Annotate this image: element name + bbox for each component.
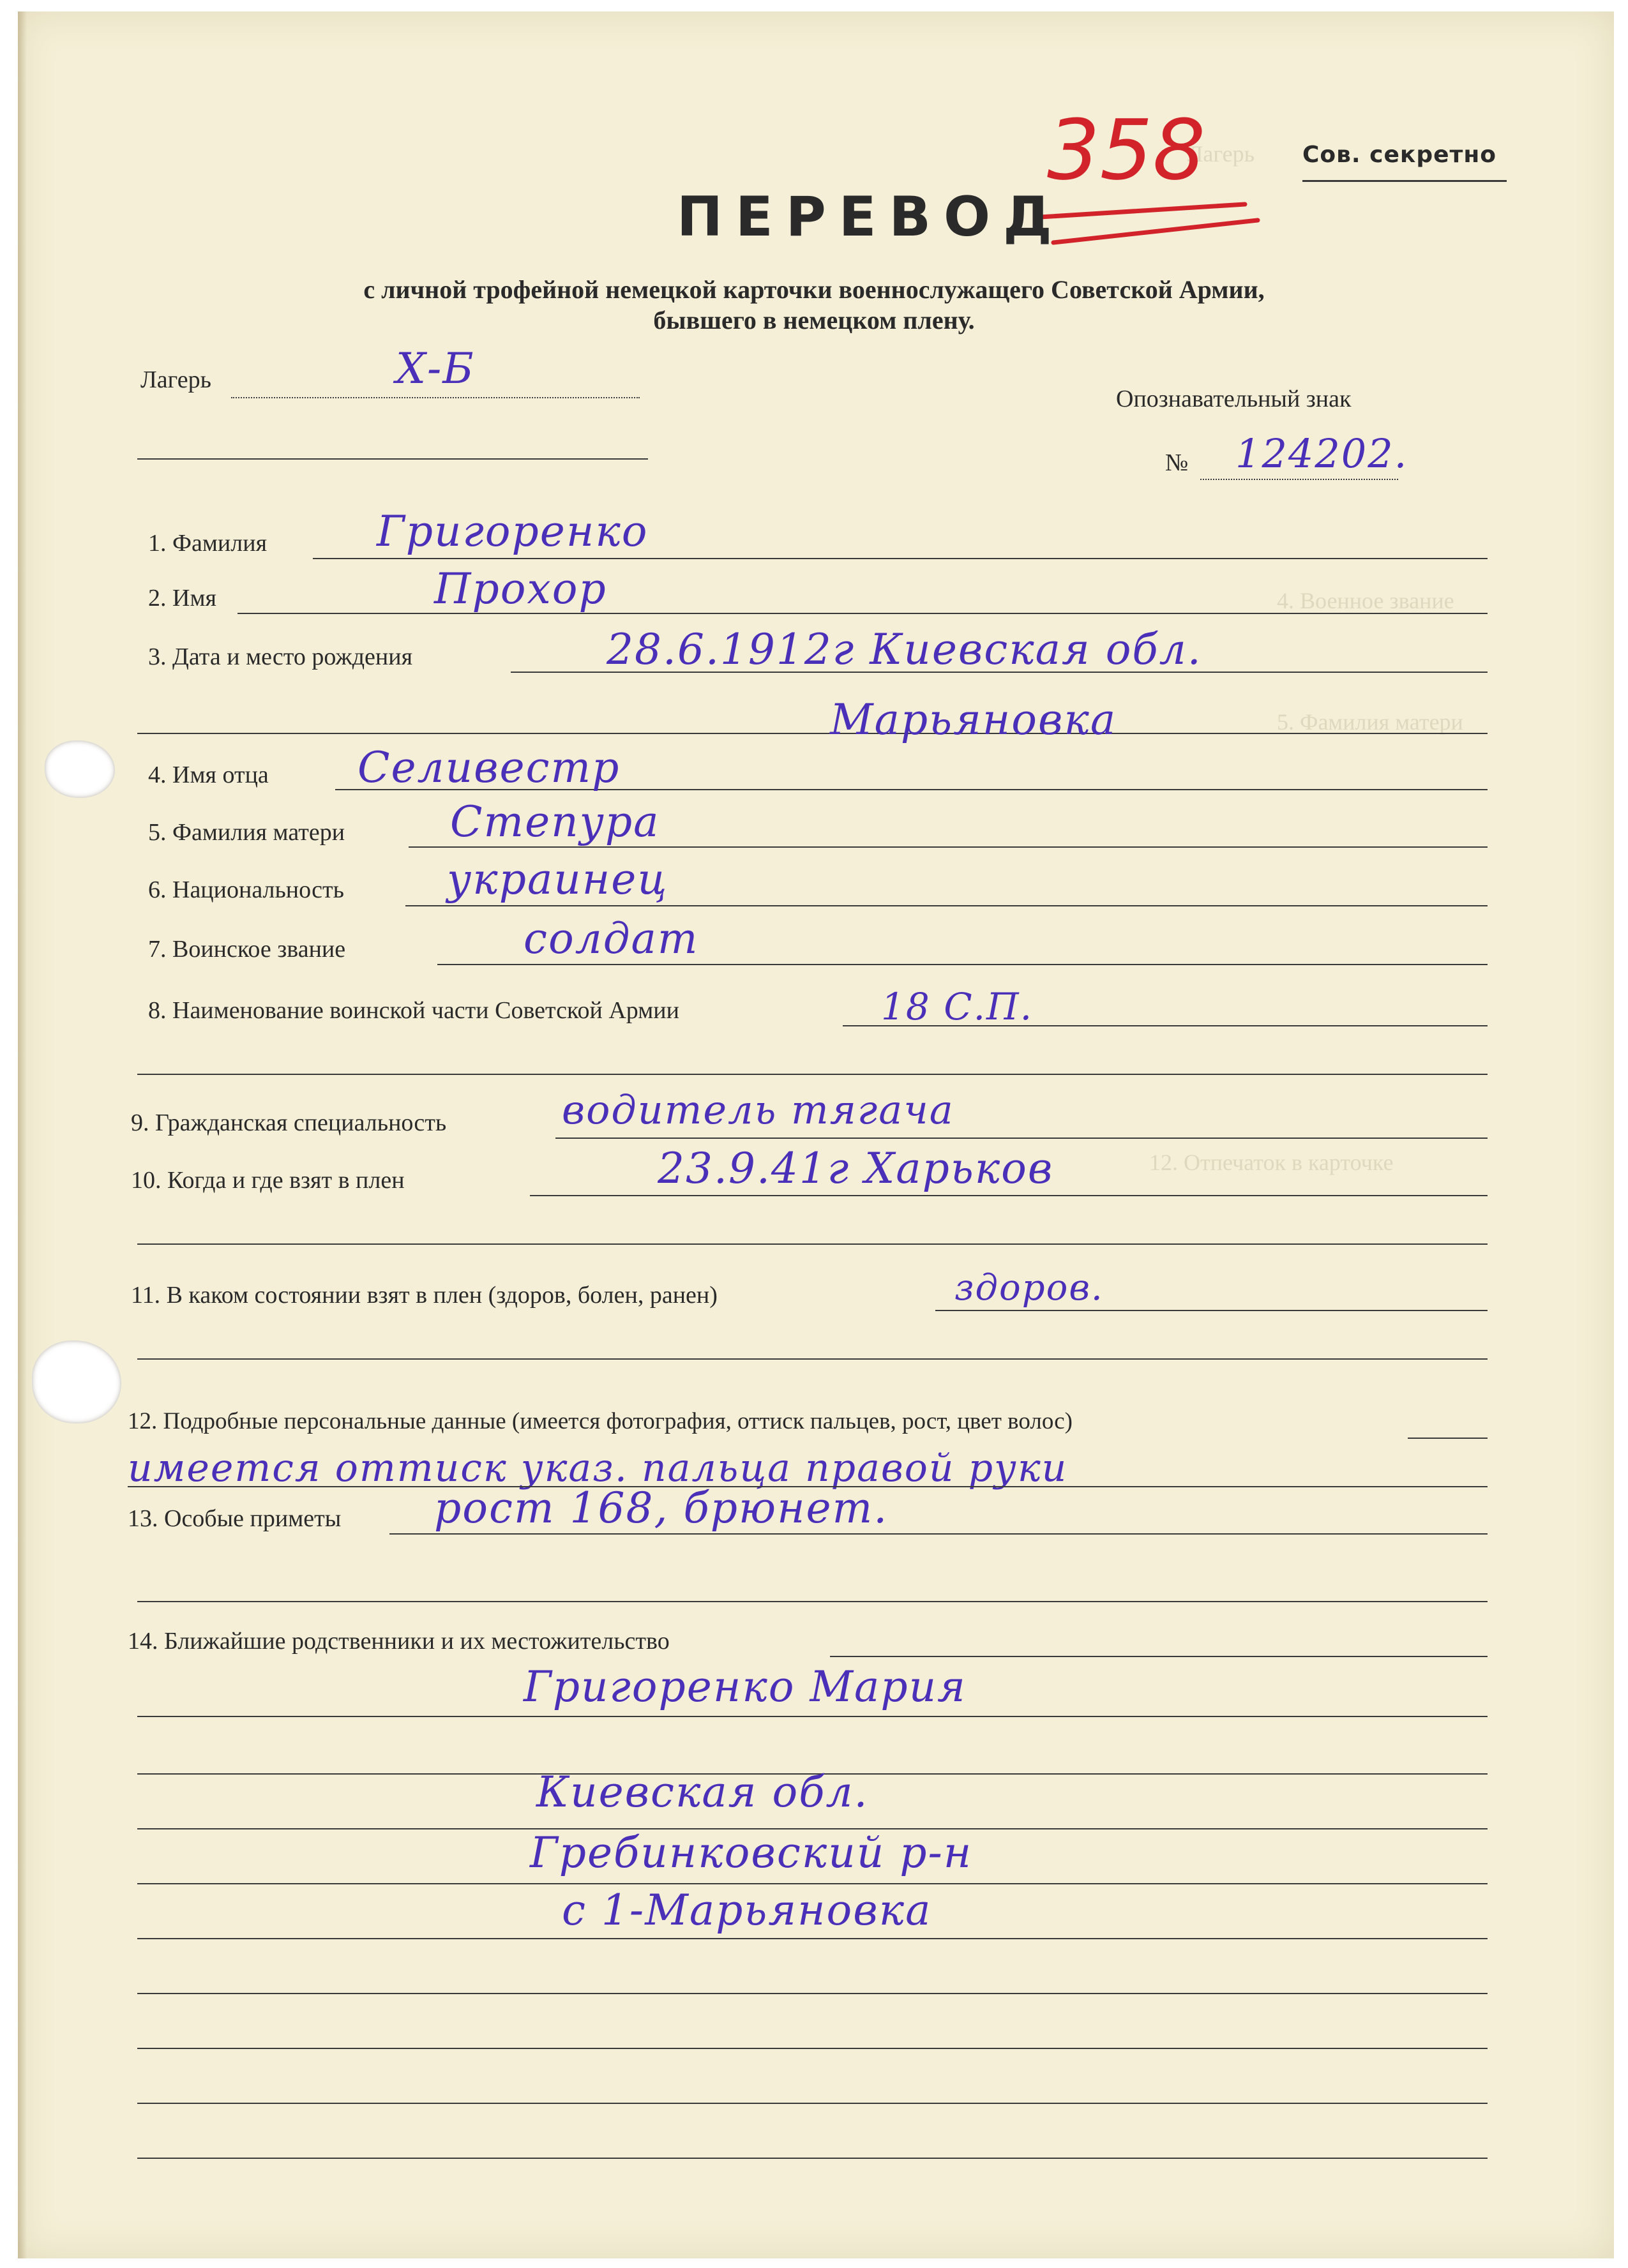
subtitle-line-2: бывшего в немецком плену. [653,306,975,334]
surname-value: Григоренко [377,507,649,556]
relatives-line-5 [137,1883,1488,1884]
mother-value: Степура [450,797,660,846]
rank-line [437,964,1488,965]
captured-value: 23.9.41г Харьков [658,1144,1054,1193]
unit-line-2 [137,1074,1488,1075]
punch-hole-bottom [32,1341,121,1423]
nationality-label: 6. Национальность [148,876,344,903]
nationality-value: украинец [447,855,668,904]
unit-label: 8. Наименование воинской части Советской Армии [148,997,679,1024]
id-tag-label: Опознавательный знак [1116,386,1352,412]
relatives-value-3: Гребинковский р-н [530,1828,973,1877]
surname-line [313,558,1488,559]
nationality-line [405,905,1488,906]
birth-label: 3. Дата и место рождения [148,643,413,670]
rank-value: солдат [524,914,699,963]
name-line [237,613,1488,614]
condition-value: здоров. [954,1267,1104,1309]
captured-line [530,1195,1488,1196]
relatives-line-9 [137,2103,1488,2104]
birth-value: 28.6.1912г Киевская обл. [607,625,1202,674]
condition-line-2 [137,1358,1488,1360]
document-subtitle [0,274,1628,336]
id-tag-value: 124202. [1235,430,1408,477]
marks-line-2 [137,1601,1488,1602]
relatives-value-2: Киевская обл. [536,1768,869,1817]
relatives-line-10 [137,2158,1488,2159]
bleed-through-text: 5. Фамилия матери [1277,709,1463,735]
marks-value: рост 168, брюнет. [434,1483,889,1533]
mother-label: 5. Фамилия матери [148,819,345,846]
relatives-line-8 [137,2048,1488,2049]
bleed-through-text: 4. Военное звание [1277,588,1454,613]
bleed-through-text: Лагерь [1187,141,1255,167]
camp-line-2 [137,458,648,460]
paper-edge-shadow [18,11,27,2258]
relatives-line-7 [137,1993,1488,1994]
camp-value: Х-Б [396,344,475,393]
name-value: Прохор [434,564,607,613]
personal-line [1408,1438,1488,1439]
secrecy-underline [1302,180,1507,182]
marks-label: 13. Особые приметы [128,1505,342,1532]
personal-value: имеется оттиск указ. пальца правой руки [128,1446,1068,1491]
birth-line-2 [137,733,1488,734]
punch-hole-top [45,740,115,798]
birth-value-2: Марьяновка [830,695,1117,744]
relatives-value-4: с 1-Марьяновка [562,1886,932,1935]
profession-label: 9. Гражданская специальность [131,1109,447,1136]
personal-label: 12. Подробные персональные данные (имеется фотография, оттиск пальцев, рост, цвет волос) [128,1408,1073,1434]
rank-label: 7. Воинское звание [148,936,346,963]
condition-line [935,1310,1488,1311]
father-value: Селивестр [358,743,621,792]
captured-line-2 [137,1243,1488,1245]
profession-line [555,1138,1488,1139]
secrecy-stamp: Сов. секретно [1302,142,1496,168]
relatives-line-6 [137,1938,1488,1939]
mother-line [409,846,1488,848]
relatives-value-1: Григоренко Мария [524,1662,967,1711]
document-title: ПЕРЕВОД [677,185,1065,249]
surname-label: 1. Фамилия [148,530,268,557]
archive-number: 358 [1047,101,1206,199]
unit-value: 18 С.П. [881,985,1034,1028]
name-label: 2. Имя [148,585,216,612]
relatives-line-2 [137,1716,1488,1717]
captured-label: 10. Когда и где взят в плен [131,1167,405,1194]
camp-label: Лагерь [140,366,211,393]
marks-line [389,1533,1488,1535]
relatives-label: 14. Ближайшие родственники и их местожительство [128,1628,670,1655]
subtitle-line-1: с личной трофейной немецкой карточки военнослужащего Советской Армии, [363,275,1265,304]
profession-value: водитель тягача [562,1086,954,1133]
relatives-line [830,1656,1488,1657]
id-tag-number-label: № [1165,449,1189,476]
bleed-through-text: 12. Отпечаток в карточке [1149,1150,1394,1175]
condition-label: 11. В каком состоянии взят в плен (здоров, болен, ранен) [131,1282,718,1309]
father-label: 4. Имя отца [148,762,269,788]
red-strike-marks [1034,192,1264,249]
camp-line [231,397,640,398]
id-tag-line [1200,479,1398,480]
